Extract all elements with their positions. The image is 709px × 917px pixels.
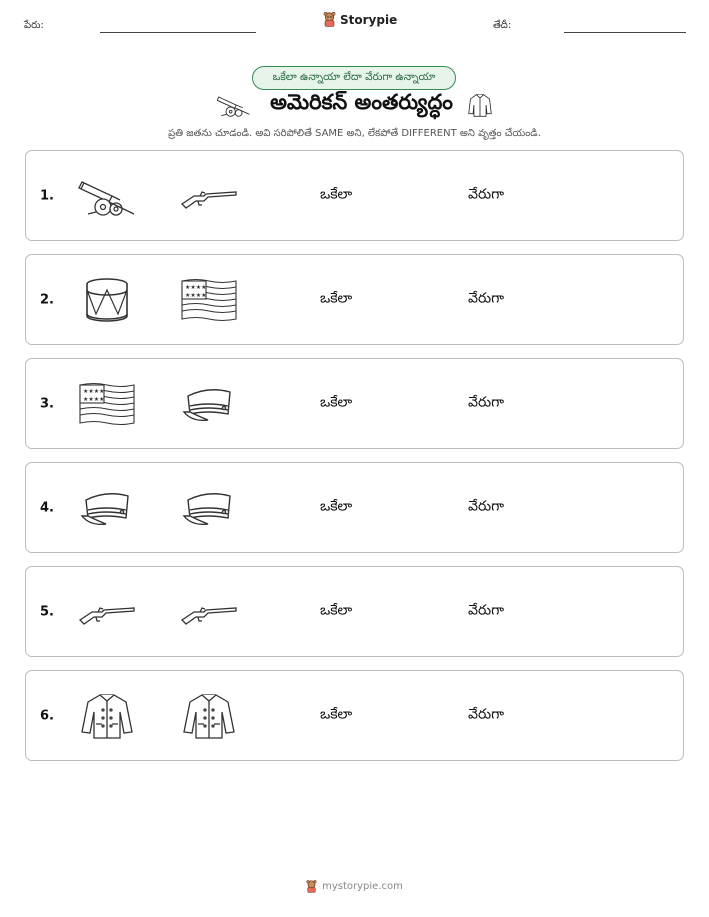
question-number: 4. xyxy=(40,500,54,515)
same-option[interactable]: ఒకేలా xyxy=(320,706,353,722)
uniform-jacket-icon xyxy=(178,692,240,740)
drum-icon xyxy=(76,276,138,324)
musket-icon xyxy=(178,172,240,220)
flag-icon xyxy=(76,380,138,428)
musket-icon xyxy=(178,588,240,636)
musket-icon xyxy=(76,588,138,636)
svg-text:★★★★: ★★★★ xyxy=(185,291,207,299)
question-row xyxy=(25,462,684,553)
date-field[interactable] xyxy=(564,32,686,33)
kepi-cap-icon xyxy=(76,484,138,532)
question-row xyxy=(25,566,684,657)
question-number: 5. xyxy=(40,604,54,619)
question-row xyxy=(25,254,684,345)
cannon-icon xyxy=(216,90,256,120)
different-option[interactable]: వేరుగా xyxy=(468,498,504,514)
same-option[interactable]: ఒకేలా xyxy=(320,602,353,618)
same-option[interactable]: ఒకేలా xyxy=(320,290,353,306)
kepi-cap-icon xyxy=(178,380,240,428)
svg-text:★★★★: ★★★★ xyxy=(83,395,105,403)
brand-name: Storypie xyxy=(340,12,398,27)
question-number: 3. xyxy=(40,396,54,411)
different-option[interactable]: వేరుగా xyxy=(468,602,504,618)
name-field[interactable] xyxy=(100,32,256,33)
uniform-jacket-icon xyxy=(76,692,138,740)
name-label: పేరు: xyxy=(24,20,44,31)
storypie-mascot-icon xyxy=(306,880,317,893)
title-row xyxy=(0,90,709,120)
svg-text:★★★★: ★★★★ xyxy=(83,387,105,395)
flag-icon xyxy=(178,276,240,324)
question-number: 1. xyxy=(40,188,54,203)
question-row xyxy=(25,670,684,761)
subtitle-pill: ఒకేలా ఉన్నాయా లేదా వేరుగా ఉన్నాయా xyxy=(252,66,456,90)
different-option[interactable]: వేరుగా xyxy=(468,706,504,722)
page-title: అమెరికన్ అంతర్యుద్ధం xyxy=(270,90,453,114)
question-row xyxy=(25,358,684,449)
different-option[interactable]: వేరుగా xyxy=(468,186,504,202)
question-number: 2. xyxy=(40,292,54,307)
different-option[interactable]: వేరుగా xyxy=(468,394,504,410)
same-option[interactable]: ఒకేలా xyxy=(320,498,353,514)
storypie-mascot-icon xyxy=(323,12,336,27)
question-row xyxy=(25,150,684,241)
svg-text:★★★★: ★★★★ xyxy=(185,283,207,291)
question-number: 6. xyxy=(40,708,54,723)
instructions: ప్రతి జతను చూడండి. అవి సరిపోలితే SAME అని, లేకపోతే DIFFERENT అని వృత్తం చేయండి. xyxy=(168,128,541,139)
footer-url: mystorypie.com xyxy=(322,881,403,892)
cannon-icon xyxy=(76,172,138,220)
date-label: తేదీ: xyxy=(493,20,512,31)
brand-logo xyxy=(323,12,397,27)
uniform-jacket-icon xyxy=(467,90,493,120)
kepi-cap-icon xyxy=(178,484,240,532)
same-option[interactable]: ఒకేలా xyxy=(320,394,353,410)
different-option[interactable]: వేరుగా xyxy=(468,290,504,306)
footer xyxy=(0,880,709,893)
same-option[interactable]: ఒకేలా xyxy=(320,186,353,202)
